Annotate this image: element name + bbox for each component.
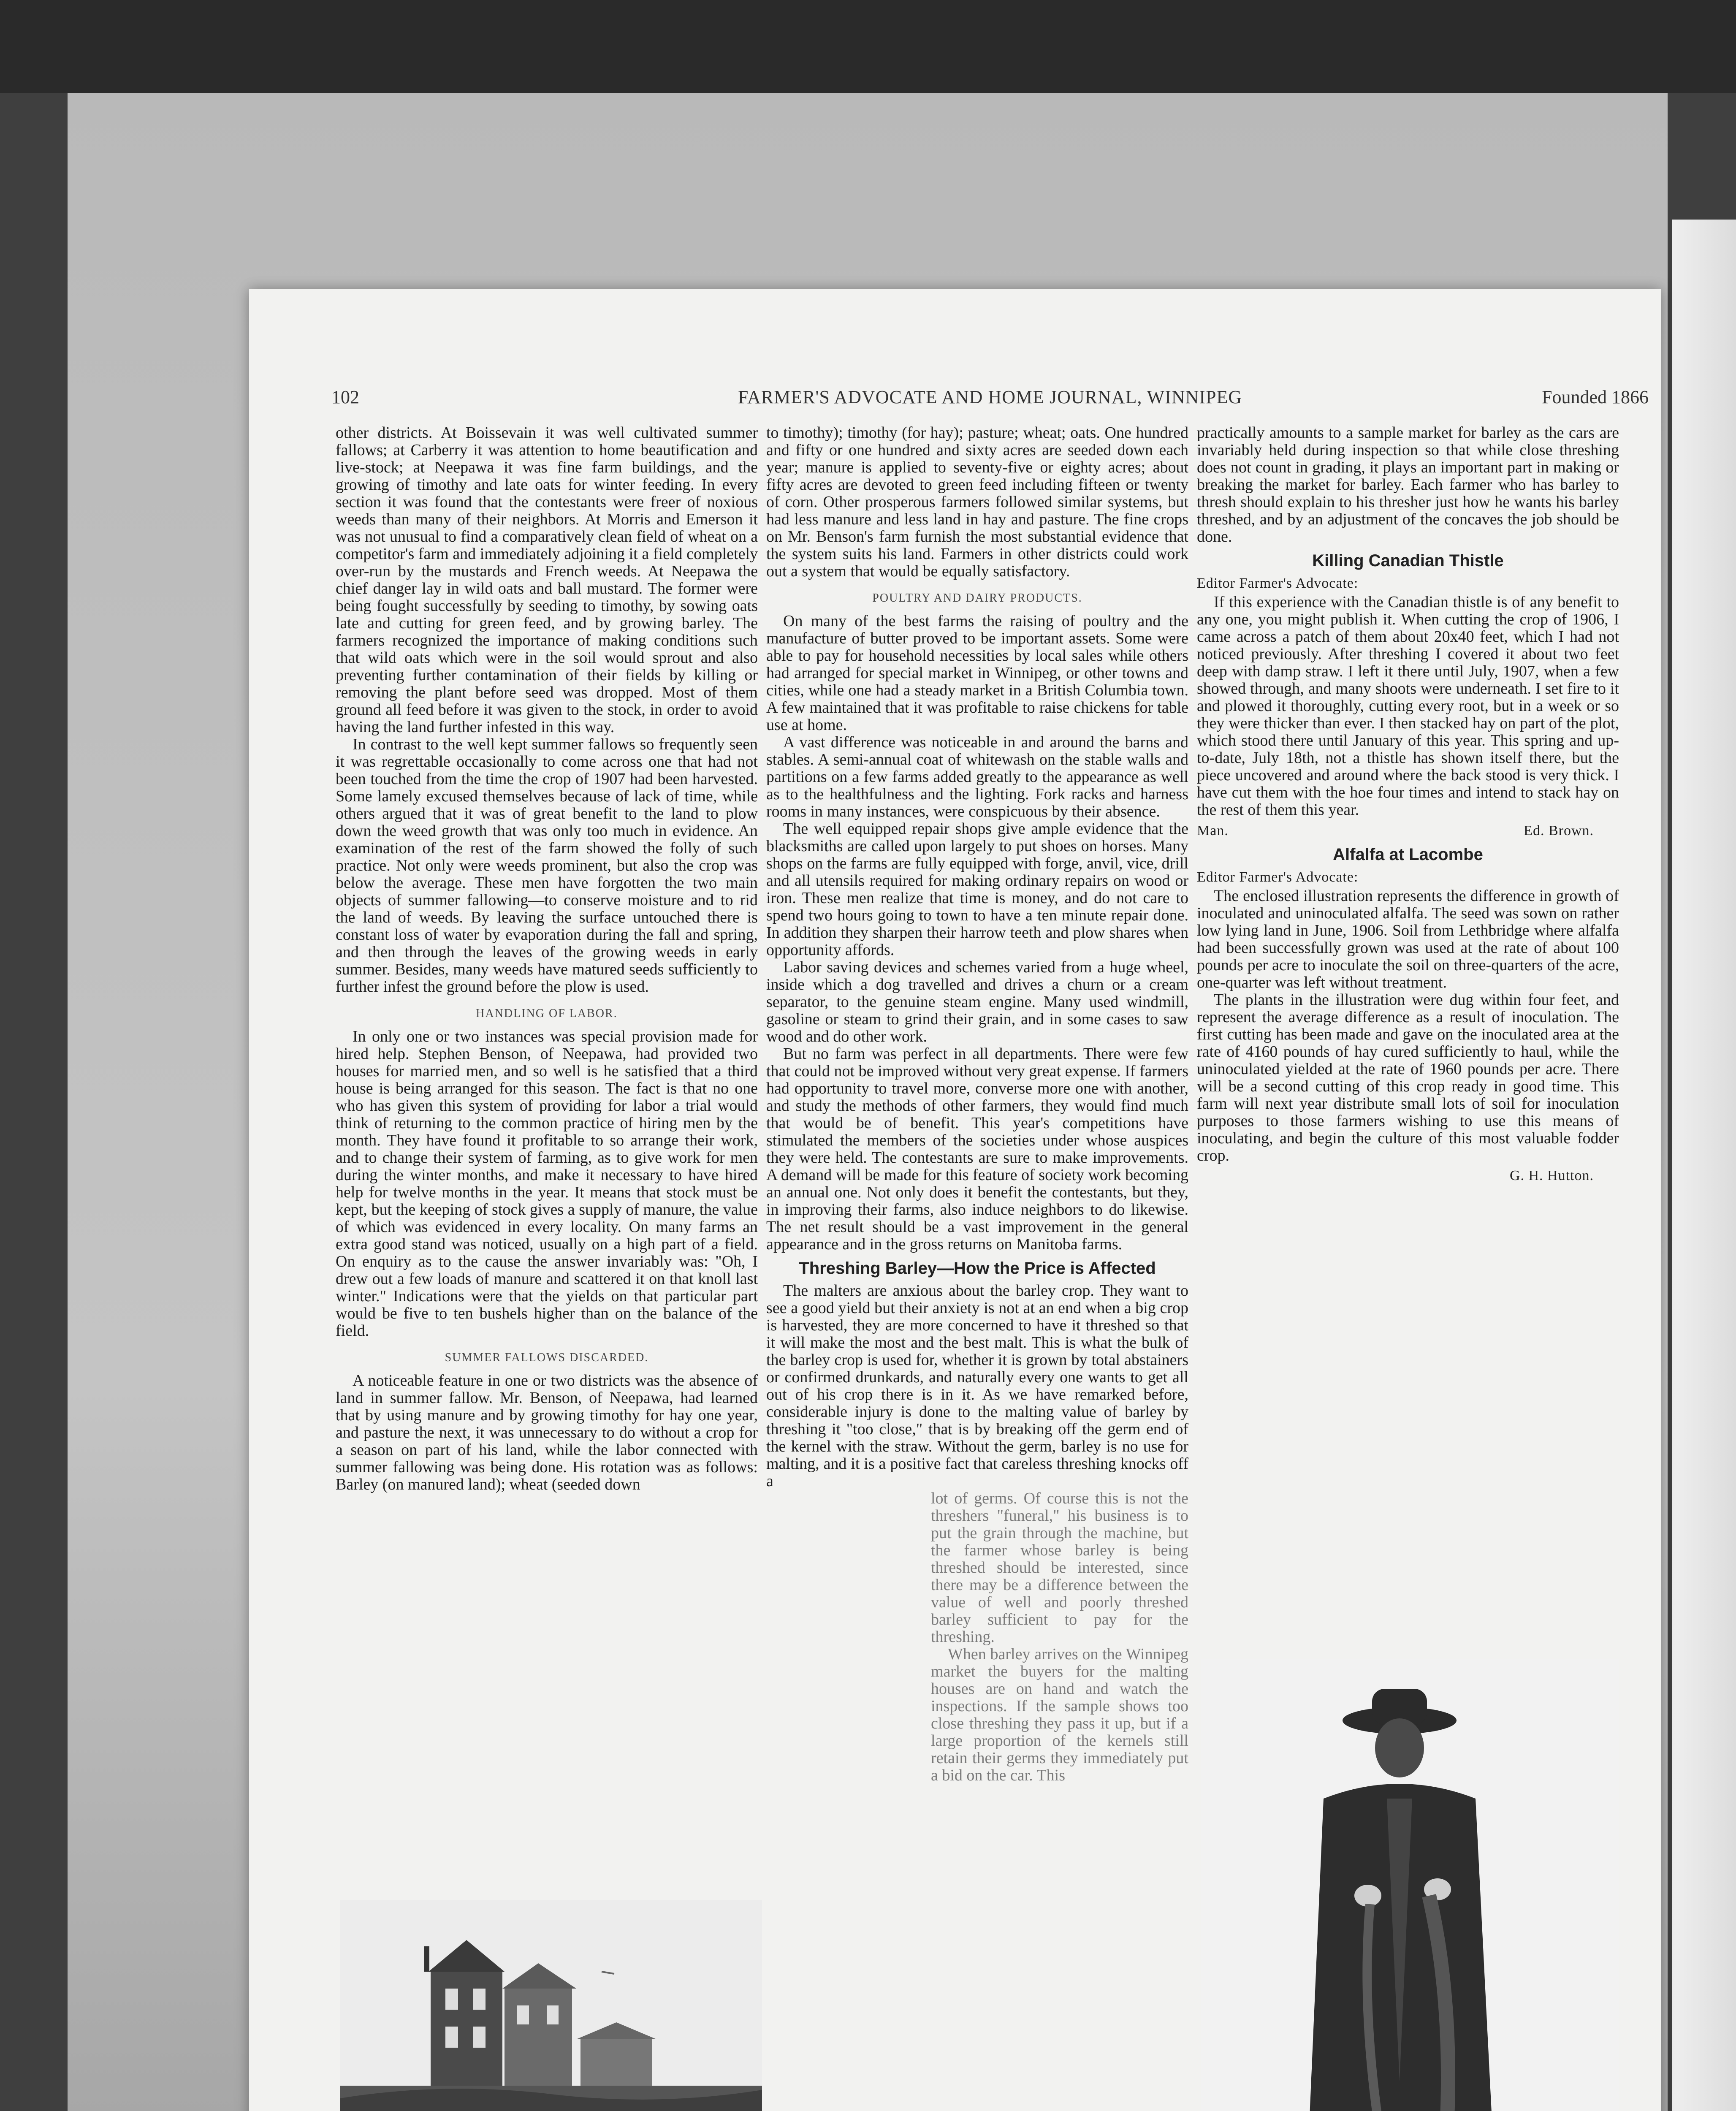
signature-name: G. H. Hutton.	[1509, 1168, 1594, 1183]
paragraph: lot of germs. Of course this is not the threshers "funeral," his business is to put the grain through the machine, but the farmer whose barley is being threshed should be interested, since there may be a difference between the value of well and poorly threshed barley sufficient to pay for the threshing.	[931, 1490, 1188, 1646]
article-heading: Killing Canadian Thistle	[1312, 551, 1504, 570]
scan-background-top	[0, 0, 1736, 93]
founded-note: Founded 1866	[1542, 387, 1649, 407]
page-header	[331, 386, 1649, 416]
paragraph: to timothy); timothy (for hay); pasture; wheat; oats. One hundred and fifty or one hundred and sixty acres are seeded down each year; manure is applied to seventy-five or eighty acres; about fifty acres are devoted to green feed including fifteen or twenty of corn. Other prosperous farmers followed similar systems, but had less manure and less land in hay and pasture. The fine crops on Mr. Benson's farm furnish the most substantial evidence that the system suits his land. Farmers in other districts could work out a system that would be equally satisfactory.	[766, 424, 1188, 580]
paragraph: The well equipped repair shops give ample evidence that the blacksmiths are called upon largely to put shoes on horses. Many shops on the farms are fully equipped with forge, anvil, vice, drill and all utensils required for making ordinary repairs on wood or iron. These men realize that time is money, and do not care to spend two hours going to town to have a ten minute repair done. In addition they sharpen their harrow teeth and plow shares when opportunity affords.	[766, 820, 1188, 959]
newspaper-page	[249, 289, 1661, 2111]
man-holding-alfalfa-illustration	[1201, 1659, 1619, 2111]
column-1	[336, 424, 758, 1493]
page-number: 102	[331, 387, 359, 407]
paragraph: other districts. At Boissevain it was well cultivated summer fallows; at Carberry it was attention to home beautification and live-stock; at Neepawa it was fine farm buildings, and the growing of timothy and late oats for winter feeding. In every section it was found that the contestants were freer of noxious weeds than many of their neighbors. At Morris and Emerson it was not unusual to find a comparatively clean field of wheat on a competitor's farm and immediately adjoining it a field completely over-run by the mustards and French weeds. At Neepawa the chief danger lay in wild oats and ball mustard. The former were being fought successfully by seeding to timothy, by sowing oats late and cutting for green feed, and by growing barley. The farmers recognized the importance of making conditions such that wild oats which were in the soil would sprout and also preventing further contamination of their fields by killing or removing the plant before seed was dropped. Most of them ground all feed before it was given to the stock, in order to avoid having the land further infested in this way.	[336, 424, 758, 736]
publication-title: FARMER'S ADVOCATE AND HOME JOURNAL, WINNIPEG	[738, 387, 1242, 407]
house-illustration	[340, 1900, 762, 2111]
subheading: HANDLING OF LABOR.	[476, 1007, 618, 1020]
column-3	[1197, 424, 1619, 1184]
paragraph: A vast difference was noticeable in and around the barns and stables. A semi-annual coat of whitewash on the stable walls and partitions on a few farms added greatly to the appearance as well as to the healthfulness and the lighting. Fork racks and harness rooms in many instances, were conspicuous by their absence.	[766, 733, 1188, 820]
paragraph: When barley arrives on the Winnipeg market the buyers for the malting houses are on hand and watch the inspections. If the sample shows too close threshing they pass it up, but if a large proportion of the kernels still retain their germs they immediately put a bid on the car. This	[931, 1645, 1188, 1784]
column-2	[766, 424, 1188, 1784]
paragraph: Labor saving devices and schemes varied from a huge wheel, inside which a dog travelled and drives a churn or a cream separator, to the genuine steam engine. Many used windmill, gasoline or steam to grind their grain, and in some cases to saw wood and do other work.	[766, 958, 1188, 1045]
paragraph: The plants in the illustration were dug within four feet, and represent the average difference as a result of inoculation. The first cutting has been made and gave on the inoculated area at the rate of 4160 pounds of hay cured sufficiently to haul, while the uninoculated yielded at the rate of 1960 pounds per acre. There will be a second cutting of this crop ready in good time. This farm will next year distribute small lots of soil for inoculation purposes to those farmers wishing to use this means of inoculating, and begin the culture of this most valuable fodder crop.	[1197, 991, 1619, 1164]
editor-salutation: Editor Farmer's Advocate:	[1197, 575, 1359, 591]
editor-salutation: Editor Farmer's Advocate:	[1197, 869, 1359, 885]
paragraph: The malters are anxious about the barley crop. They want to see a good yield but their anxiety is not at an end when a big crop is harvested, they are more concerned to have it threshed so that it will make the most and the best malt. This is what the bulk of the barley crop is used for, whether it is grown by total abstainers or confirmed drunkards, and naturally every one wants to get all out of his crop there is in it. As we have remarked before, considerable injury is done to the malting value of barley by threshing it "too close," that is by breaking off the germ end of the kernel with the straw. Without the germ, barley is no use for malting, and it is a positive fact that careless threshing knocks off a	[766, 1282, 1188, 1490]
paragraph: If this experience with the Canadian thistle is of any benefit to any one, you might publish it. When cutting the crop of 1906, I came across a patch of them about 20x40 feet, which I had not noticed previously. After threshing I covered it about two feet deep with damp straw. I left it there until July, 1907, when a few showed through, and many shoots were underneath. I set fire to it and plowed it thoroughly, cutting every root, but in a week or so they were thicker than ever. I then stacked hay on part of the plot, which stood there until January of this year. This spring and up-to-date, July 18th, not a thistle has shown itself there, but the piece uncovered and around where the back stood is very thick. I have cut them with the hoe four times and intend to stack hay on the rest of them this year.	[1197, 593, 1619, 819]
subheading: POULTRY AND DAIRY PRODUCTS.	[872, 592, 1082, 605]
article-heading: Threshing Barley—How the Price is Affected	[799, 1259, 1156, 1278]
paragraph: In contrast to the well kept summer fallows so frequently seen it was regrettable occasionally to come across one that had not been touched from the time the crop of 1907 had been harvested. Some lamely excused themselves because of lack of time, while others argued that it was of great benefit to the land to plow down the weed growth that was only too much in evidence. An examination of the rest of the farm showed the folly of such practice. Not only were weeds prominent, but also the crop was below the average. These men have forgotten the two main objects of summer fallowing—to conserve moisture and to rid the land of weeds. By leaving the surface untouched there is constant loss of water by evaporation during the fall and spring, and then through the leaves of the growing weeds in early summer. Besides, many weeds have matured seeds sufficiently to further infest the ground before the plow is used.	[336, 735, 758, 996]
adjacent-page-edge	[1672, 220, 1736, 2111]
wrapped-text-block	[931, 1490, 1188, 1784]
letter-signature	[1197, 822, 1619, 839]
judge-photo	[1201, 1659, 1619, 2111]
subheading: SUMMER FALLOWS DISCARDED.	[445, 1351, 649, 1364]
paragraph: But no farm was perfect in all departments. There were few that could not be improved without very great expense. If farmers had opportunity to travel more, converse more one with another, and study the methods of other farmers, they would find much that would be of benefit. This year's competitions have stimulated the members of the societies under whose auspices they were held. The contestants are sure to make improvements. A demand will be made for this feature of society work becoming an annual one. Not only does it benefit the contestants, but they, in improving their farms, also induce neighbors to do likewise. The net result should be a vast improvement in the general appearance and in the gross returns on Manitoba farms.	[766, 1045, 1188, 1253]
paragraph: On many of the best farms the raising of poultry and the manufacture of butter proved to be important assets. Some were able to pay for household necessities by local sales while others had arranged for special market in Winnipeg, or other towns and cities, while one had a steady market in a British Columbia town. A few maintained that it was profitable to raise chickens for table use at home.	[766, 612, 1188, 734]
house-photo	[340, 1900, 762, 2111]
paragraph: practically amounts to a sample market for barley as the cars are invariably held during inspection so that while close threshing does not count in grading, it plays an important part in making or breaking the market for barley. Each farmer who has barley to thresh should explain to his thresher just how he wants his barley threshed, and by an adjustment of the concaves the job should be done.	[1197, 424, 1619, 545]
signature-name: Ed. Brown.	[1524, 823, 1594, 838]
signature-place: Man.	[1197, 823, 1229, 838]
article-heading: Alfalfa at Lacombe	[1333, 845, 1483, 864]
paragraph: The enclosed illustration represents the difference in growth of inoculated and uninoculated alfalfa. The seed was sown on rather low lying land in June, 1906. Soil from Lethbridge where alfalfa had been successfully grown was used at the rate of about 100 pounds per acre to inoculate the soil on three-quarters of the acre, one-quarter was left without treatment.	[1197, 887, 1619, 991]
paragraph: A noticeable feature in one or two districts was the absence of land in summer fallow. Mr. Benson, of Neepawa, had learned that by using manure and by growing timothy for hay one year, and pasture the next, it was unnecessary to do without a crop for a season on part of his land, while the labor connected with summer fallowing was being done. His rotation was as follows: Barley (on manured land); wheat (seeded down	[336, 1372, 758, 1493]
paragraph: In only one or two instances was special provision made for hired help. Stephen Benson, of Neepawa, had provided two houses for married men, and so well is he satisfied that a third house is being arranged for this season. The fact is that no one who has given this system of providing for labor a trial would think of returning to the common practice of hiring men by the month. They have found it profitable to so arrange their work, and to change their system of farming, as to give work for men during the winter months, and make it necessary to have hired help for twelve months in the year. It means that stock must be kept, but the keeping of stock gives a supply of manure, the value of which was evidenced in every locality. On many farms an extra good stand was noticed, usually on a high part of a field. On enquiry as to the cause the answer invariably was: "Oh, I drew out a few loads of manure and scattered it on that knoll last winter." Indications were that the yields on that particular part would be five to ten bushels higher than on the balance of the field.	[336, 1028, 758, 1340]
